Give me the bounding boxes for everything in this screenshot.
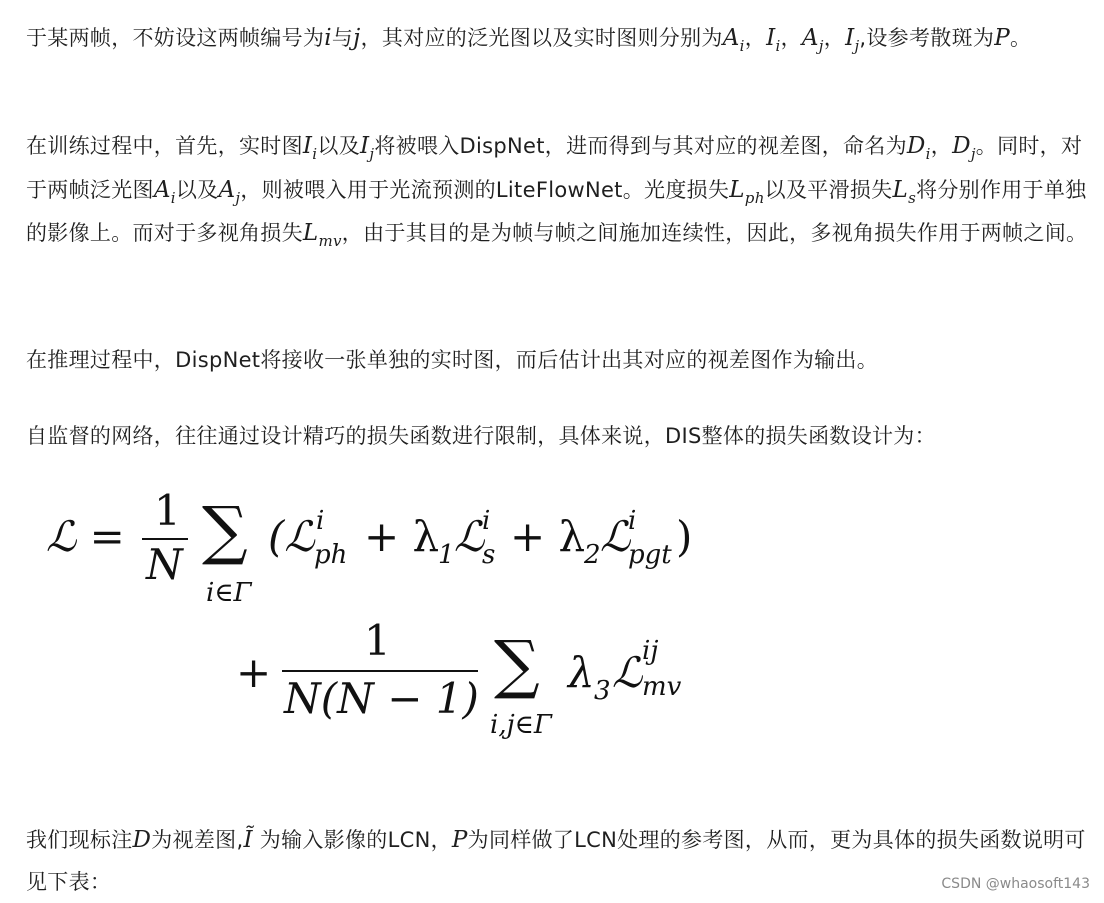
paragraph-inference: 在推理过程中，DispNet将接收一张单独的实时图，而后估计出其对应的视差图作为输出。 — [26, 348, 879, 372]
formula-term1-sub: ph — [314, 540, 348, 570]
math-var: L — [729, 176, 745, 203]
math-var: L — [892, 176, 909, 203]
math-var: D — [952, 133, 971, 159]
math-sub: j — [970, 145, 976, 163]
text: ， — [823, 26, 846, 50]
formula-close-paren: ) — [676, 512, 693, 561]
formula-sum1-sub: i∈Γ — [206, 578, 252, 608]
text: 将分别作用于单独的影像上。而对于多视角损失 — [26, 177, 1087, 245]
formula-term3: ℒ — [600, 512, 631, 561]
formula-sum1: ∑ — [202, 494, 248, 568]
math-var: P — [994, 25, 1010, 51]
text: ， — [744, 26, 767, 50]
math-var: Ĩ — [243, 827, 253, 853]
text: 为输入影像的LCN， — [252, 828, 452, 852]
text: 将被喂入DispNet，进而得到与其对应的视差图，命名为 — [374, 134, 907, 158]
csdn-watermark: CSDN @whaosoft143 — [941, 876, 1090, 892]
math-var: P — [451, 827, 468, 853]
text: ， — [930, 134, 953, 158]
math-sub: j — [235, 188, 241, 207]
text: 于某两帧，不妨设这两帧编号为 — [26, 26, 325, 50]
formula-sum2-sub: i,j∈Γ — [490, 710, 552, 740]
math-var: I — [302, 133, 313, 159]
math-sub: s — [908, 188, 917, 207]
paragraph-training — [26, 126, 1088, 257]
text: 为同样做了LCN处理的参考图，从而，更为具体的损失函数说明可见下表： — [26, 828, 1086, 894]
formula-term3-sup: i — [628, 506, 637, 536]
formula-frac2-den: N(N − 1) — [284, 674, 479, 723]
text: 。 — [1009, 26, 1032, 50]
text: ，则被喂入用于光流预测的LiteFlowNet。光度损失 — [240, 177, 730, 202]
text: ，其对应的泛光图以及实时图则分别为 — [360, 26, 723, 50]
formula-term2-sup: i — [482, 506, 491, 536]
formula-lambda1-sub: 1 — [438, 540, 455, 570]
text: 以及平滑损失 — [764, 177, 893, 202]
math-sub: j — [369, 145, 375, 163]
math-var: A — [153, 176, 171, 203]
math-var: D — [906, 133, 926, 159]
formula-term3-sub: pgt — [628, 540, 672, 570]
formula-plus2: + λ — [510, 512, 586, 561]
formula-plus3: + — [236, 648, 272, 697]
math-sub: i — [925, 145, 931, 163]
formula-lambda3-sub: 3 — [594, 676, 611, 706]
formula-term2: ℒ — [454, 512, 485, 561]
math-var: I — [360, 133, 370, 159]
formula-frac1-den: N — [146, 540, 183, 589]
math-sub: i — [775, 37, 781, 55]
paragraph-notation — [26, 820, 1088, 903]
math-sub: ph — [744, 188, 765, 207]
formula-term2-sub: s — [482, 540, 496, 570]
text: 在训练过程中，首先，实时图 — [26, 134, 303, 158]
math-sub: i — [312, 145, 318, 163]
math-sub: mv — [318, 232, 342, 250]
formula-plus1: + λ — [364, 512, 440, 561]
formula-frac1-num: 1 — [154, 486, 181, 535]
math-sub: i — [170, 188, 176, 207]
math-var: I — [845, 25, 855, 51]
math-sub: j — [818, 37, 824, 55]
formula-term4: ℒ — [612, 648, 643, 697]
math-sub: j — [854, 37, 860, 55]
formula-term4-sup: ij — [642, 636, 659, 666]
text: 为视差图, — [151, 828, 244, 852]
formula-term1-sup: i — [316, 506, 325, 536]
text: ,设参考散斑为 — [859, 26, 995, 50]
text: 以及 — [175, 177, 219, 202]
formula-lambda3: λ — [568, 648, 595, 697]
formula-lhs: ℒ = — [46, 512, 125, 561]
math-var: I — [766, 25, 776, 51]
math-var: A — [722, 25, 740, 51]
text: 。同时，对于两帧泛光图 — [26, 134, 1083, 202]
math-sub: i — [739, 37, 745, 55]
paragraph-frames-intro — [26, 18, 1088, 62]
formula-lambda2-sub: 2 — [584, 540, 601, 570]
text: 我们现标注 — [26, 828, 133, 852]
loss-formula — [46, 486, 746, 752]
math-var: A — [218, 176, 236, 203]
text: 以及 — [317, 134, 361, 158]
formula-sum2: ∑ — [494, 628, 540, 702]
math-var: i — [324, 25, 332, 51]
formula-term4-sub: mv — [642, 672, 682, 702]
paragraph-loss-intro: 自监督的网络，往往通过设计精巧的损失函数进行限制，具体来说，DIS整体的损失函数设计为： — [26, 424, 936, 448]
text: ，由于其目的是为帧与帧之间施加连续性，因此，多视角损失作用于两帧之间。 — [341, 221, 1088, 245]
formula-frac2-num: 1 — [364, 616, 391, 665]
text: ， — [780, 26, 802, 50]
math-var: D — [132, 827, 152, 853]
math-var: L — [302, 220, 319, 246]
formula-term1: (ℒ — [268, 512, 315, 561]
math-var: A — [801, 25, 819, 51]
math-var: j — [353, 25, 361, 51]
text: 与 — [331, 26, 354, 50]
formula-frac2-line — [282, 670, 478, 672]
